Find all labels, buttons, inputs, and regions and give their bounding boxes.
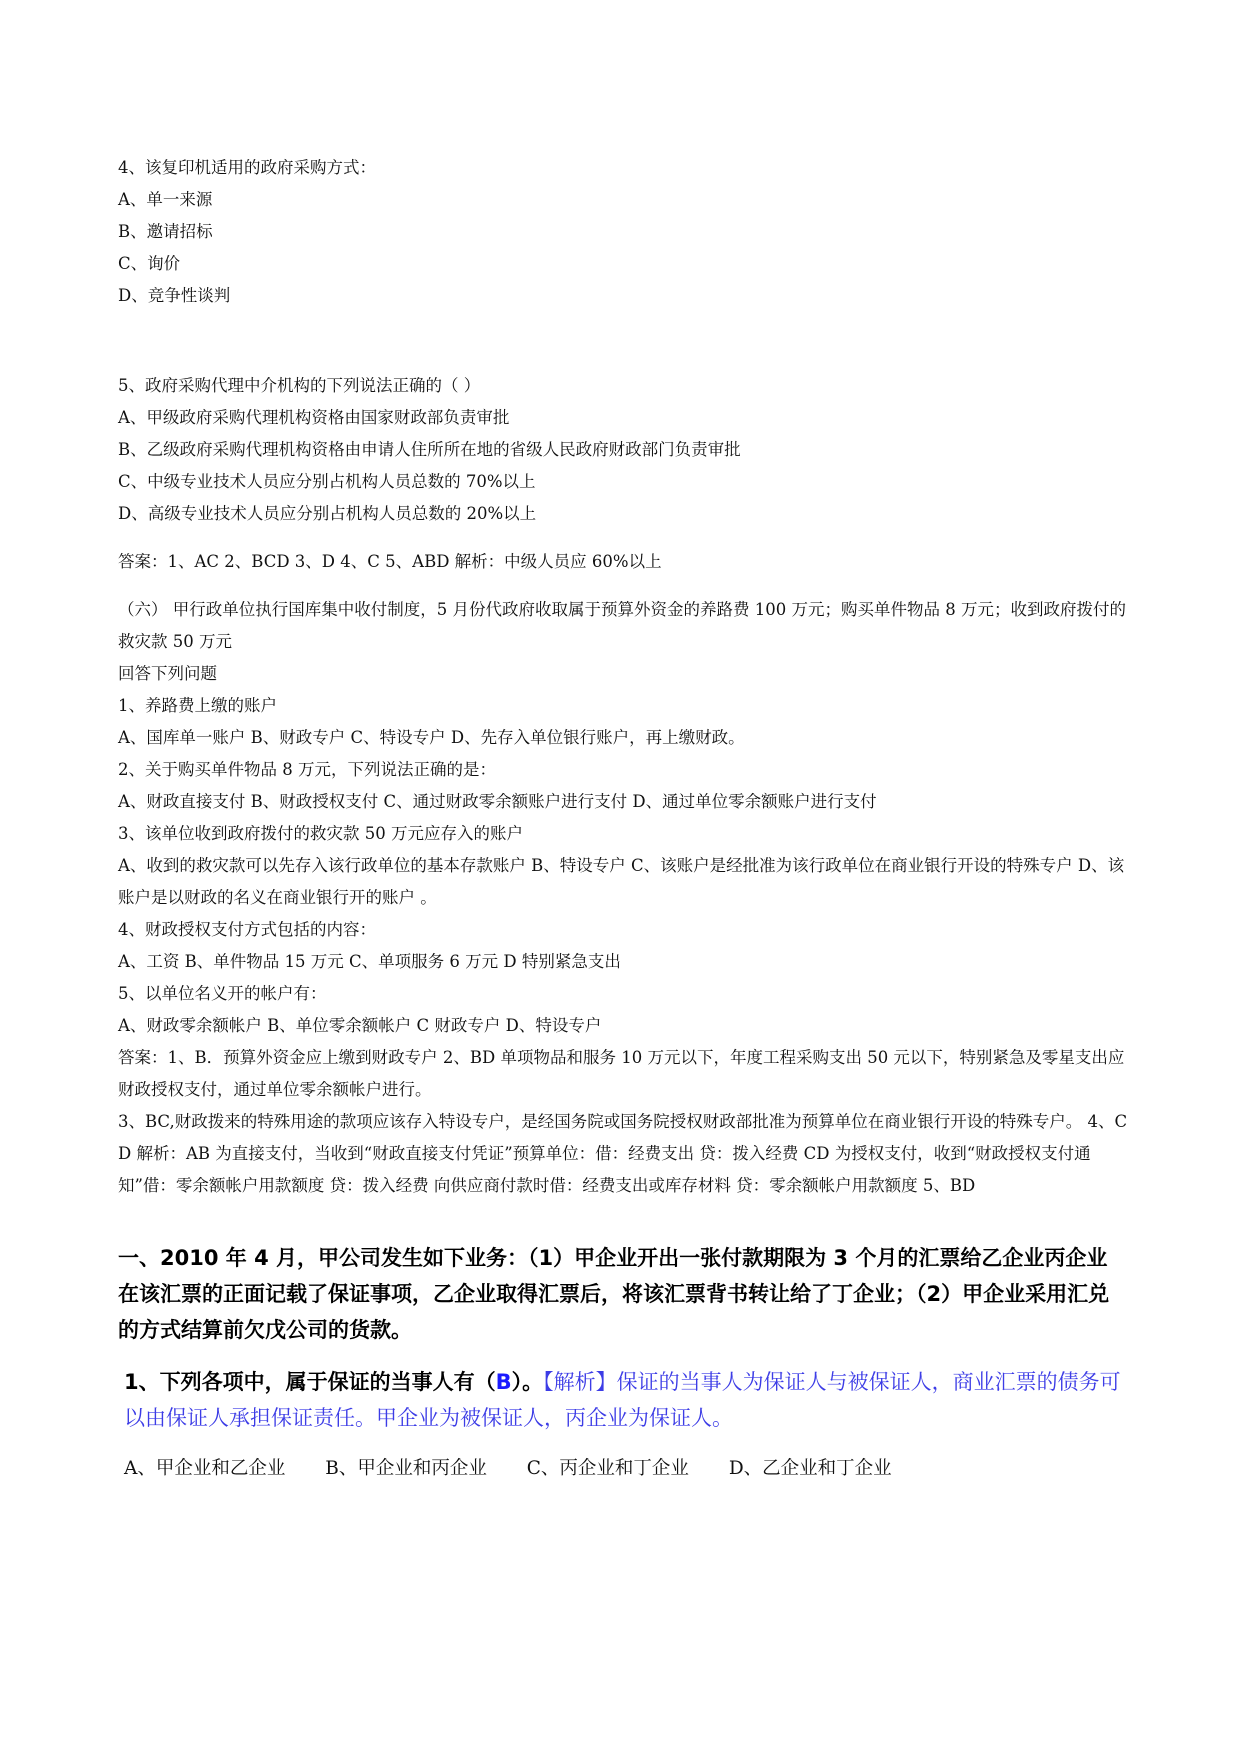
section6-q3-options: A、收到的救灾款可以先存入该行政单位的基本存款账户 B、特设专户 C、该账户是经批准为该行政单位在商业银行开设的特殊专户 D、该账户是以财政的名义在商业银行开的账户 。 (118, 856, 1125, 907)
q1-option-b: B、甲企业和丙企业 (325, 1458, 487, 1479)
section-one-q1 (118, 1364, 1128, 1436)
section6-line: A、国库单一账户 B、财政专户 C、特设专户 D、先存入单位银行账户，再上缴财政。 (118, 728, 745, 747)
q4-option-c: C、询价 (118, 254, 181, 273)
spacer (118, 312, 1128, 370)
q5-option-d: D、高级专业技术人员应分别占机构人员总数的 20%以上 (118, 504, 537, 523)
section6-line: 5、以单位名义开的帐户有： (118, 984, 327, 1003)
q5-stem: 5、政府采购代理中介机构的下列说法正确的（ ） (118, 376, 481, 395)
section6-line: A、财政直接支付 B、财政授权支付 C、通过财政零余额账户进行支付 D、通过单位零余额账户进行支付 (118, 792, 877, 811)
q1-answer: B (495, 1370, 512, 1394)
q1-analysis: 【解析】保证的当事人为保证人与被保证人，商业汇票的债务可以由保证人承担保证责任。甲企业为被保证人，丙企业为保证人。 (124, 1370, 1121, 1430)
section6-answer-1: 答案：1、B．预算外资金应上缴到财政专户 2、BD 单项物品和服务 10 万元以下，年度工程采购支出 50 元以下，特别紧急及零星支出应财政授权支付，通过单位零余额帐户进行。 (118, 1048, 1125, 1099)
q1-option-d: D、乙企业和丁企业 (728, 1458, 892, 1479)
spacer (118, 530, 1128, 546)
spacer (118, 1348, 1128, 1364)
spacer (118, 1202, 1128, 1240)
q5-option-c: C、中级专业技术人员应分别占机构人员总数的 70%以上 (118, 472, 536, 491)
section6-line: A、工资 B、单件物品 15 万元 C、单项服务 6 万元 D 特别紧急支出 (118, 952, 621, 971)
spacer (118, 578, 1128, 594)
q1-option-c: C、丙企业和丁企业 (526, 1458, 689, 1479)
section6-answer-2: 3、BC,财政拨来的特殊用途的款项应该存入特设专户，是经国务院或国务院授权财政部批准为预算单位在商业银行开设的特殊专户。 4、CD 解析：AB 为直接支付，当收到“财政直接支付凭证”预算单位：借：经费支出 贷：拨入经费 CD 为授权支付，收到“财政授权支付通知”借：零余额帐户用款额度 贷：拨入经费 向供应商付款时借：经费支出或库存材料 贷：零余额帐户用款额度 5、BD (118, 1112, 1128, 1195)
section6-line: 1、养路费上缴的账户 (118, 696, 277, 715)
section6-line: 4、财政授权支付方式包括的内容： (118, 920, 376, 939)
q1-options (118, 1452, 1128, 1486)
section6-line: 2、关于购买单件物品 8 万元，下列说法正确的是： (118, 760, 496, 779)
q4-option-d: D、竞争性谈判 (118, 286, 231, 305)
q4-stem: 4、该复印机适用的政府采购方式： (118, 158, 376, 177)
answer-block-1: 答案：1、AC 2、BCD 3、D 4、C 5、ABD 解析：中级人员应 60%以上 (118, 552, 662, 571)
q4-option-b: B、邀请招标 (118, 222, 213, 241)
spacer (118, 1436, 1128, 1452)
document-page (118, 152, 1128, 1486)
q5-option-a: A、甲级政府采购代理机构资格由国家财政部负责审批 (118, 408, 510, 427)
q1-close: ）。 (511, 1370, 544, 1394)
section6-prompt: 回答下列问题 (118, 664, 217, 683)
q5-option-b: B、乙级政府采购代理机构资格由申请人住所所在地的省级人民政府财政部门负责审批 (118, 440, 741, 459)
section6-line: A、财政零余额帐户 B、单位零余额帐户 C 财政专户 D、特设专户 (118, 1016, 602, 1035)
q4-option-a: A、单一来源 (118, 190, 213, 209)
section-one-heading: 一、2010 年 4 月，甲公司发生如下业务：（1）甲企业开出一张付款期限为 3 个月的汇票给乙企业丙企业在该汇票的正面记载了保证事项，乙企业取得汇票后，将该汇票背书转让给了丁企业；（2）甲企业采用汇兑的方式结算前欠戊公司的货款。 (118, 1246, 1110, 1342)
q1-option-a: A、甲企业和乙企业 (124, 1458, 286, 1479)
q1-stem: 1、下列各项中，属于保证的当事人有（ (124, 1370, 496, 1394)
section6-line: 3、该单位收到政府拨付的救灾款 50 万元应存入的账户 (118, 824, 523, 843)
section6-intro: （六） 甲行政单位执行国库集中收付制度，5 月份代政府收取属于预算外资金的养路费 100 万元；购买单件物品 8 万元；收到政府拨付的救灾款 50 万元 (118, 600, 1126, 651)
